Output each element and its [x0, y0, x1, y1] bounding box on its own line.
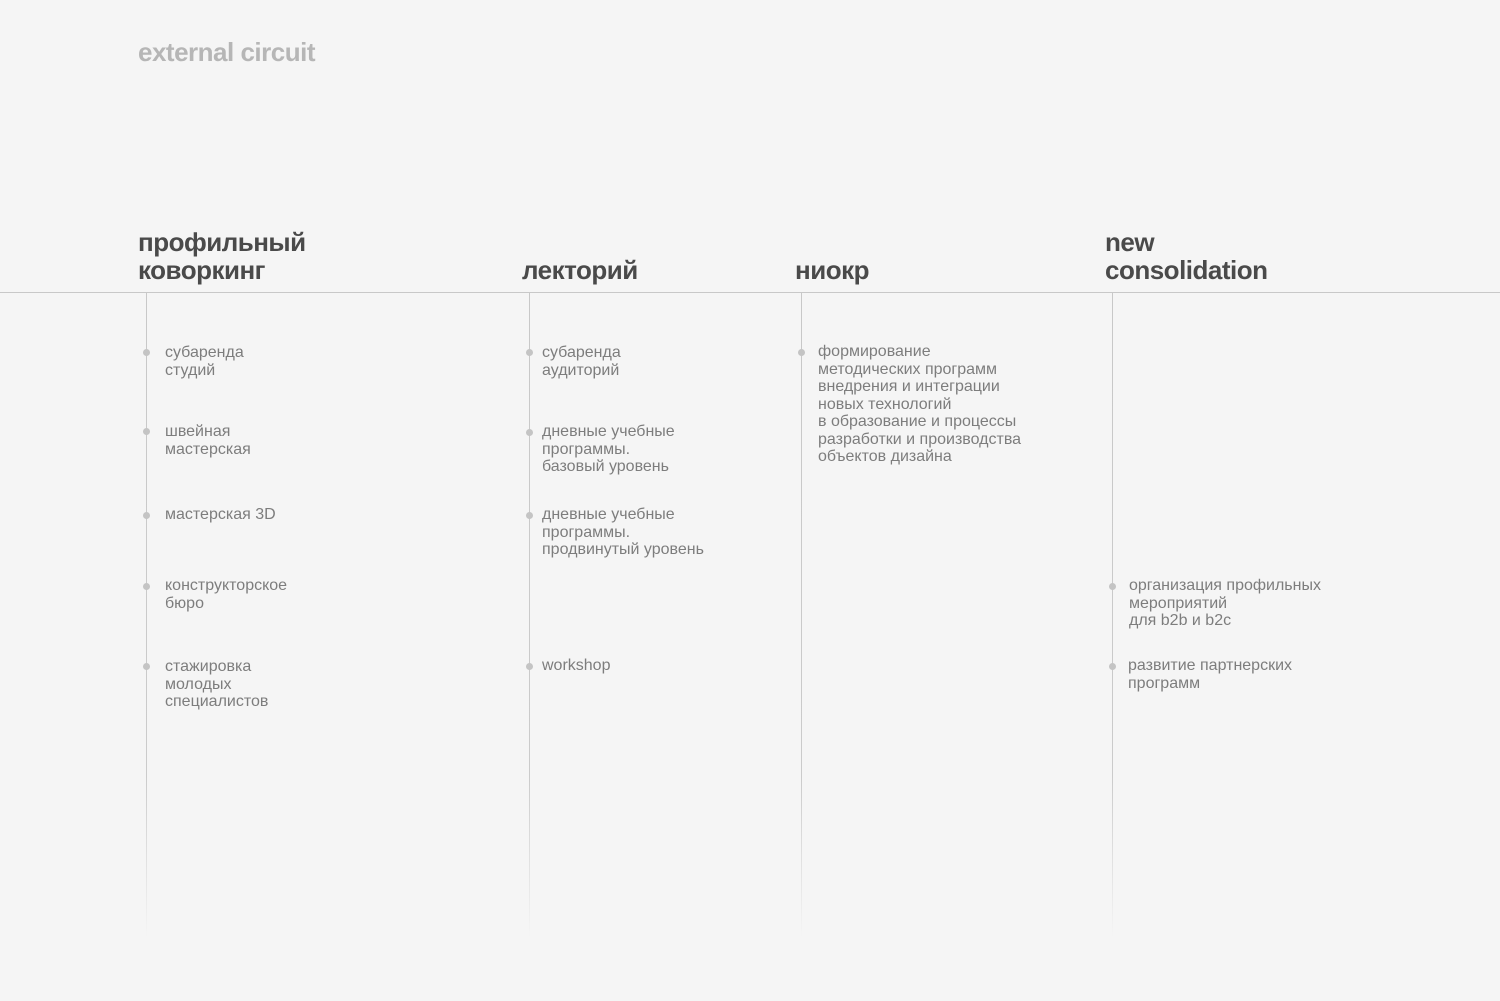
page-title: external circuit	[138, 37, 315, 67]
bullet-dot	[526, 663, 533, 670]
list-item: субаренда аудиторий	[542, 344, 621, 379]
list-item: мастерская 3D	[165, 506, 276, 523]
bullet-dot	[798, 349, 805, 356]
bullet-dot	[526, 429, 533, 436]
column-line-new-consolidation	[1112, 293, 1113, 938]
list-item: workshop	[542, 657, 611, 674]
bullet-dot	[143, 583, 150, 590]
list-item: развитие партнерских программ	[1128, 657, 1293, 692]
list-item: дневные учебные программы. продвинутый уровень	[542, 506, 704, 558]
bullet-dot	[1109, 663, 1116, 670]
bullet-dot	[1109, 583, 1116, 590]
column-line-niokr	[801, 293, 802, 938]
header-baseline	[0, 292, 1500, 293]
list-item: формирование методических программ внедрения и интеграции новых технологий в образование и процессы разработки и производства объектов дизайна	[818, 343, 1022, 465]
list-item: швейная мастерская	[165, 423, 251, 458]
column-line-lectorium	[529, 293, 530, 938]
bullet-dot	[143, 349, 150, 356]
bullet-dot	[143, 663, 150, 670]
column-heading-lectorium: лекторий	[522, 255, 638, 285]
bullet-dot	[526, 512, 533, 519]
column-heading-niokr: ниокр	[795, 255, 869, 285]
bullet-dot	[143, 512, 150, 519]
list-item: дневные учебные программы. базовый уровень	[542, 423, 675, 475]
bullet-dot	[143, 428, 150, 435]
list-item: конструкторское бюро	[165, 577, 288, 612]
list-item: субаренда студий	[165, 344, 244, 379]
list-item: организация профильных мероприятий для b2b и b2c	[1129, 577, 1321, 629]
bullet-dot	[526, 349, 533, 356]
column-heading-new-consolidation: new consolidation	[1105, 227, 1268, 285]
column-line-coworking	[146, 293, 147, 938]
list-item: стажировка молодых специалистов	[165, 658, 269, 710]
column-heading-coworking: профильный коворкинг	[138, 227, 306, 285]
